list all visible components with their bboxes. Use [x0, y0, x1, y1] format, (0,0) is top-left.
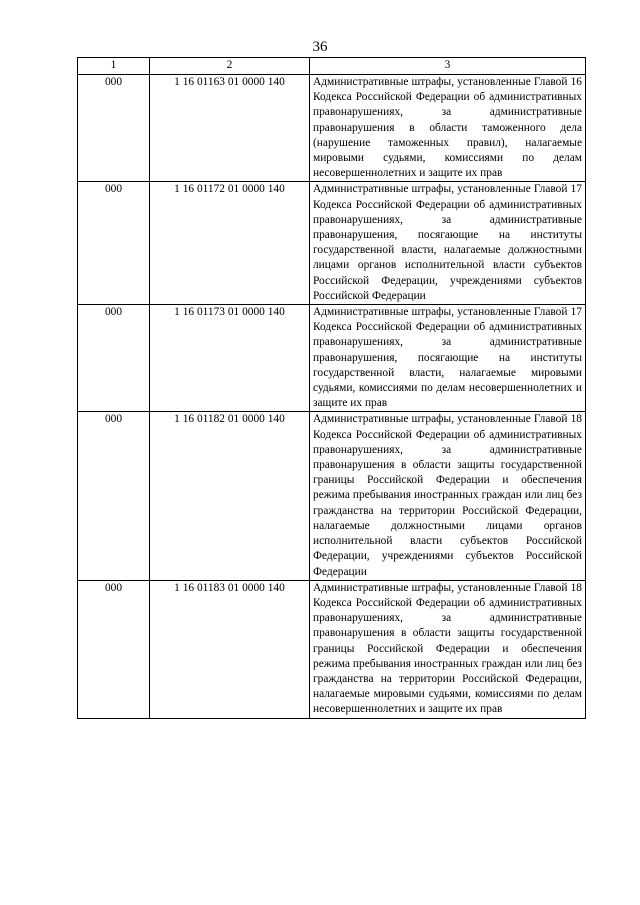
kbk-code-cell: 1 16 01183 01 0000 140 [150, 580, 310, 718]
kbk-code-cell: 1 16 01172 01 0000 140 [150, 182, 310, 305]
admin-code-cell: 000 [78, 75, 150, 182]
description-cell: Административные штрафы, установленные Главой 18 Кодекса Российской Федерации об административных правонарушениях, за административные правонарушения в области защиты государственной границы Российской Федерации и обеспечения режима пребывания иностранных граждан или лиц без гражданства на территории Российской Федерации, налагаемые мировыми судьями, комиссиями по делам несовершеннолетних и защите их прав [310, 580, 586, 718]
admin-code-cell: 000 [78, 305, 150, 412]
description-cell: Административные штрафы, установленные Главой 17 Кодекса Российской Федерации об административных правонарушениях, за административные правонарушения, посягающие на институты государственной власти, налагаемые мировыми судьями, комиссиями по делам несовершеннолетних и защите их прав [310, 305, 586, 412]
description-cell: Административные штрафы, установленные Главой 18 Кодекса Российской Федерации об административных правонарушениях, за административные правонарушения в области защиты государственной границы Российской Федерации и обеспечения режима пребывания иностранных граждан или лиц без гражданства на территории Российской Федерации, налагаемые должностными лицами органов исполнительной власти субъектов Российской Федерации, учреждениями субъектов Российской Федерации [310, 412, 586, 580]
column-header-3: 3 [310, 58, 586, 75]
kbk-code-cell: 1 16 01163 01 0000 140 [150, 75, 310, 182]
admin-code-cell: 000 [78, 412, 150, 580]
table-row [78, 580, 586, 718]
page-number: 36 [312, 39, 328, 55]
column-header-2: 2 [150, 58, 310, 75]
column-header-1: 1 [78, 58, 150, 75]
admin-code-cell: 000 [78, 580, 150, 718]
description-cell: Административные штрафы, установленные Главой 17 Кодекса Российской Федерации об административных правонарушениях, за административные правонарушения, посягающие на институты государственной власти, налагаемые должностными лицами органов исполнительной власти субъектов Российской Федерации, учреждениями субъектов Российской Федерации [310, 182, 586, 305]
kbk-code-cell: 1 16 01182 01 0000 140 [150, 412, 310, 580]
table-row [78, 412, 586, 580]
table-row [78, 182, 586, 305]
table-row [78, 305, 586, 412]
table-row [78, 75, 586, 182]
budget-classification-table [77, 57, 586, 719]
kbk-code-cell: 1 16 01173 01 0000 140 [150, 305, 310, 412]
admin-code-cell: 000 [78, 182, 150, 305]
description-cell: Административные штрафы, установленные Главой 16 Кодекса Российской Федерации об административных правонарушениях, за административные правонарушения в области таможенного дела (нарушение таможенных правил), налагаемые мировыми судьями, комиссиями по делам несовершеннолетних и защите их прав [310, 75, 586, 182]
table-header-row [78, 58, 586, 75]
